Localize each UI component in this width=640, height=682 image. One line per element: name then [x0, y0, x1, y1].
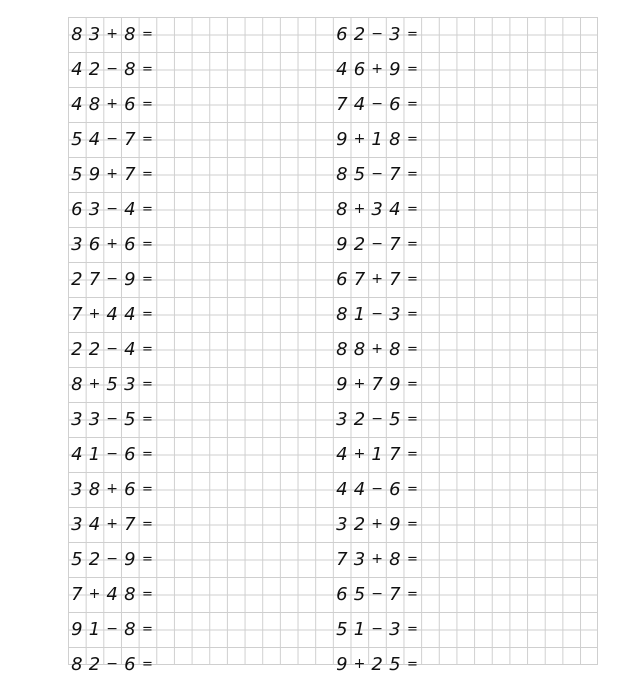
digit-cell: 4 — [106, 584, 118, 605]
digit-cell: 6 — [124, 94, 136, 115]
equals-cell: = — [142, 202, 153, 217]
digit-cell: 4 — [353, 479, 366, 500]
equals-cell: = — [142, 132, 153, 147]
problem-row — [68, 87, 598, 122]
digit-cell: 8 — [389, 129, 401, 150]
digit-cell: 9 — [336, 234, 348, 255]
digit-cell: 2 — [353, 24, 366, 45]
problem-row — [68, 507, 598, 542]
digit-cell: 1 — [353, 304, 366, 325]
digit-cell: 2 — [71, 339, 83, 360]
digit-cell: 5 — [71, 164, 83, 185]
digit-cell: 7 — [336, 549, 348, 570]
equals-cell: = — [142, 447, 153, 462]
operator-cell: + — [371, 341, 384, 357]
equals-cell: = — [407, 272, 418, 287]
digit-cell: 8 — [336, 199, 348, 220]
operator-cell: + — [371, 61, 384, 77]
digit-cell: 2 — [71, 269, 83, 290]
digit-cell: 9 — [336, 129, 348, 150]
digit-cell: 5 — [71, 129, 83, 150]
operator-cell: + — [106, 516, 119, 532]
equals-cell: = — [407, 657, 418, 672]
digit-cell: 4 — [124, 199, 136, 220]
digit-cell: 1 — [371, 444, 383, 465]
digit-cell: 6 — [71, 199, 83, 220]
digit-cell: 7 — [124, 514, 136, 535]
problem-row — [68, 402, 598, 437]
equals-cell: = — [407, 412, 418, 427]
digit-cell: 2 — [353, 514, 366, 535]
digit-cell: 2 — [353, 409, 366, 430]
digit-cell: 4 — [336, 479, 348, 500]
digit-cell: 7 — [389, 164, 401, 185]
operator-cell: − — [106, 201, 119, 217]
digit-cell: 9 — [124, 269, 136, 290]
operator-cell: − — [371, 411, 384, 427]
problem-row — [68, 262, 598, 297]
digit-cell: 4 — [124, 339, 136, 360]
problem-row — [68, 227, 598, 262]
digit-cell: 3 — [88, 409, 101, 430]
problem-row — [68, 367, 598, 402]
operator-cell: − — [106, 131, 119, 147]
problem-row — [68, 297, 598, 332]
digit-cell: 8 — [71, 654, 83, 675]
equals-cell: = — [142, 657, 153, 672]
digit-cell: 8 — [71, 24, 83, 45]
digit-cell: 2 — [88, 654, 101, 675]
digit-cell: 3 — [71, 409, 83, 430]
operator-cell: − — [106, 656, 119, 672]
digit-cell: 3 — [71, 234, 83, 255]
digit-cell: 7 — [389, 269, 401, 290]
equals-cell: = — [142, 307, 153, 322]
equals-cell: = — [407, 517, 418, 532]
operator-cell: + — [353, 656, 366, 672]
digit-cell: 8 — [353, 339, 366, 360]
equals-cell: = — [142, 272, 153, 287]
digit-cell: 4 — [124, 304, 136, 325]
digit-cell: 8 — [124, 584, 136, 605]
operator-cell: − — [371, 306, 384, 322]
digit-cell: 3 — [71, 479, 83, 500]
equals-cell: = — [407, 552, 418, 567]
operator-cell: + — [371, 551, 384, 567]
operator-cell: − — [106, 61, 119, 77]
digit-cell: 6 — [88, 234, 101, 255]
equals-cell: = — [407, 62, 418, 77]
digit-cell: 6 — [389, 94, 401, 115]
problem-row — [68, 192, 598, 227]
digit-cell: 8 — [71, 374, 83, 395]
equals-cell: = — [142, 97, 153, 112]
equals-cell: = — [407, 482, 418, 497]
digit-cell: 3 — [336, 514, 348, 535]
operator-cell: − — [371, 26, 384, 42]
digit-cell: 2 — [353, 234, 366, 255]
operator-cell: − — [371, 166, 384, 182]
equals-cell: = — [142, 587, 153, 602]
digit-cell: 4 — [353, 94, 366, 115]
operator-cell: + — [88, 306, 101, 322]
digit-cell: 1 — [371, 129, 383, 150]
problem-row — [68, 472, 598, 507]
equals-cell: = — [142, 167, 153, 182]
problem-row — [68, 612, 598, 647]
digit-cell: 6 — [336, 584, 348, 605]
digit-cell: 5 — [336, 619, 348, 640]
digit-cell: 6 — [124, 479, 136, 500]
equals-cell: = — [407, 167, 418, 182]
operator-cell: − — [106, 271, 119, 287]
digit-cell: 4 — [71, 94, 83, 115]
equals-cell: = — [142, 622, 153, 637]
digit-cell: 5 — [353, 164, 366, 185]
operator-cell: − — [106, 621, 119, 637]
digit-cell: 7 — [389, 444, 401, 465]
digit-cell: 1 — [88, 619, 101, 640]
digit-cell: 9 — [124, 549, 136, 570]
digit-cell: 6 — [336, 24, 348, 45]
digit-cell: 3 — [353, 549, 366, 570]
digit-cell: 6 — [336, 269, 348, 290]
operator-cell: − — [371, 236, 384, 252]
operator-cell: + — [106, 481, 119, 497]
digit-cell: 5 — [106, 374, 118, 395]
digit-cell: 9 — [389, 514, 401, 535]
digit-cell: 7 — [88, 269, 101, 290]
equals-cell: = — [407, 447, 418, 462]
operator-cell: + — [353, 376, 366, 392]
digit-cell: 8 — [336, 164, 348, 185]
digit-cell: 4 — [336, 444, 348, 465]
equals-cell: = — [142, 342, 153, 357]
digit-cell: 8 — [389, 549, 401, 570]
operator-cell: − — [371, 96, 384, 112]
equals-cell: = — [407, 342, 418, 357]
problem-row — [68, 542, 598, 577]
operator-cell: + — [106, 26, 119, 42]
operator-cell: + — [353, 201, 366, 217]
digit-cell: 6 — [124, 234, 136, 255]
digit-cell: 9 — [389, 374, 401, 395]
digit-cell: 3 — [371, 199, 383, 220]
digit-cell: 7 — [124, 164, 136, 185]
digit-cell: 9 — [336, 654, 348, 675]
digit-cell: 3 — [88, 199, 101, 220]
equals-cell: = — [142, 377, 153, 392]
digit-cell: 4 — [389, 199, 401, 220]
equals-cell: = — [142, 552, 153, 567]
digit-cell: 3 — [88, 24, 101, 45]
equals-cell: = — [407, 307, 418, 322]
operator-cell: − — [106, 551, 119, 567]
operator-cell: − — [106, 341, 119, 357]
digit-cell: 7 — [124, 129, 136, 150]
operator-cell: + — [106, 96, 119, 112]
digit-cell: 4 — [88, 129, 101, 150]
digit-cell: 8 — [88, 479, 101, 500]
digit-cell: 3 — [336, 409, 348, 430]
problem-row — [68, 577, 598, 612]
digit-cell: 3 — [124, 374, 136, 395]
digit-cell: 9 — [389, 59, 401, 80]
problem-row — [68, 157, 598, 192]
digit-cell: 8 — [389, 339, 401, 360]
operator-cell: − — [371, 481, 384, 497]
digit-cell: 4 — [88, 514, 101, 535]
digit-cell: 7 — [71, 584, 83, 605]
operator-cell: + — [106, 166, 119, 182]
equals-cell: = — [142, 27, 153, 42]
digit-cell: 3 — [389, 304, 401, 325]
equals-cell: = — [407, 27, 418, 42]
operator-cell: − — [106, 446, 119, 462]
digit-cell: 4 — [336, 59, 348, 80]
digit-cell: 8 — [124, 59, 136, 80]
digit-cell: 8 — [88, 94, 101, 115]
digit-cell: 2 — [88, 549, 101, 570]
digit-cell: 6 — [389, 479, 401, 500]
digit-cell: 8 — [124, 24, 136, 45]
digit-cell: 4 — [71, 444, 83, 465]
operator-cell: + — [88, 586, 101, 602]
problem-row — [68, 122, 598, 157]
digit-cell: 6 — [353, 59, 366, 80]
digit-cell: 5 — [389, 654, 401, 675]
operator-cell: + — [106, 236, 119, 252]
digit-cell: 9 — [336, 374, 348, 395]
digit-cell: 4 — [106, 304, 118, 325]
equals-cell: = — [407, 377, 418, 392]
operator-cell: + — [353, 446, 366, 462]
digit-cell: 3 — [389, 24, 401, 45]
digit-cell: 4 — [71, 59, 83, 80]
digit-cell: 2 — [88, 339, 101, 360]
problem-row — [68, 52, 598, 87]
digit-cell: 9 — [71, 619, 83, 640]
equals-cell: = — [142, 62, 153, 77]
digit-cell: 7 — [389, 234, 401, 255]
digit-cell: 7 — [336, 94, 348, 115]
operator-cell: − — [371, 586, 384, 602]
digit-cell: 2 — [371, 654, 383, 675]
digit-cell: 3 — [71, 514, 83, 535]
equals-cell: = — [142, 412, 153, 427]
digit-cell: 3 — [389, 619, 401, 640]
equals-cell: = — [407, 202, 418, 217]
digit-cell: 1 — [353, 619, 366, 640]
digit-cell: 1 — [88, 444, 101, 465]
equals-cell: = — [142, 517, 153, 532]
problem-row — [68, 647, 598, 682]
digit-cell: 8 — [336, 304, 348, 325]
operator-cell: + — [371, 271, 384, 287]
equals-cell: = — [407, 132, 418, 147]
grid-worksheet — [68, 17, 598, 675]
digit-cell: 5 — [71, 549, 83, 570]
problem-row — [68, 332, 598, 367]
digit-cell: 5 — [124, 409, 136, 430]
digit-cell: 5 — [389, 409, 401, 430]
digit-cell: 8 — [124, 619, 136, 640]
digit-cell: 7 — [353, 269, 366, 290]
operator-cell: − — [106, 411, 119, 427]
equals-cell: = — [407, 622, 418, 637]
digit-cell: 2 — [88, 59, 101, 80]
digit-cell: 9 — [88, 164, 101, 185]
digit-cell: 7 — [371, 374, 383, 395]
digit-cell: 8 — [336, 339, 348, 360]
digit-cell: 5 — [353, 584, 366, 605]
equals-cell: = — [142, 482, 153, 497]
digit-cell: 6 — [124, 654, 136, 675]
operator-cell: + — [353, 131, 366, 147]
equals-cell: = — [142, 237, 153, 252]
operator-cell: − — [371, 621, 384, 637]
equals-cell: = — [407, 237, 418, 252]
problem-row — [68, 17, 598, 52]
equals-cell: = — [407, 587, 418, 602]
digit-cell: 7 — [389, 584, 401, 605]
problem-row — [68, 437, 598, 472]
digit-cell: 7 — [71, 304, 83, 325]
equals-cell: = — [407, 97, 418, 112]
operator-cell: + — [88, 376, 101, 392]
operator-cell: + — [371, 516, 384, 532]
digit-cell: 6 — [124, 444, 136, 465]
